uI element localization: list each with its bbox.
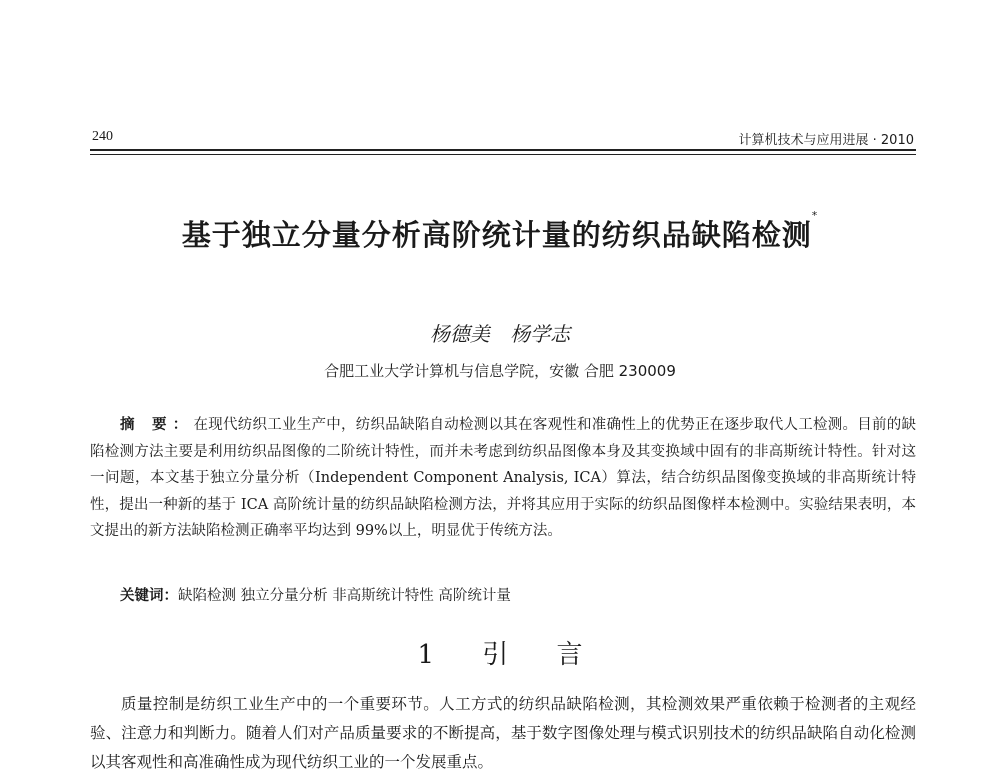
title-footnote-mark: * <box>811 209 819 222</box>
affiliation: 合肥工业大学计算机与信息学院，安徽 合肥 230009 <box>324 362 676 380</box>
paper-title-text: 基于独立分量分析高阶统计量的纺织品缺陷检测 <box>181 218 812 252</box>
authors: 杨德美 杨学志 <box>429 322 571 346</box>
section-heading: 1 引 言 <box>417 640 583 670</box>
keywords-label: 关键词： <box>120 587 178 604</box>
abstract-label: 摘 要： <box>120 416 194 433</box>
keywords-text: 缺陷检测 独立分量分析 非高斯统计特性 高阶统计量 <box>178 588 511 604</box>
body-paragraph: 质量控制是纺织工业生产中的一个重要环节。人工方式的纺织品缺陷检测，其检测效果严重依赖于检测者的主观经验、注意力和判断力。随着人们对产品质量要求的不断提高，基于数字图像处理与模式识别技术的纺织品缺陷自动化检测以其客观性和高准确性成为现代纺织工业的一个发展重点。 <box>90 695 916 771</box>
paper-title <box>0 209 1000 254</box>
abstract-text: 在现代纺织工业生产中，纺织品缺陷自动检测以其在客观性和准确性上的优势正在逐步取代人工检测。目前的缺陷检测方法主要是利用纺织品图像的二阶统计特性，而并未考虑到纺织品图像本身及其变换域中固有的非高斯统计特性。针对这一问题，本文基于独立分量分析（Independent Component Analysis, ICA）算法，结合纺织品图像变换域的非高斯统计特性，提出一种新的基于 ICA 高阶统计量的纺织品缺陷检测方法，并将其应用于实际的纺织品图像样本检测中。实验结果表明，本文提出的新方法缺陷检测正确率平均达到 99%以上，明显优于传统方法。 <box>90 417 916 539</box>
running-header <box>90 127 916 151</box>
keywords <box>120 584 511 605</box>
journal-name: 计算机技术与应用进展 · 2010 <box>738 133 914 148</box>
abstract <box>90 412 916 545</box>
page-number: 240 <box>92 129 113 144</box>
